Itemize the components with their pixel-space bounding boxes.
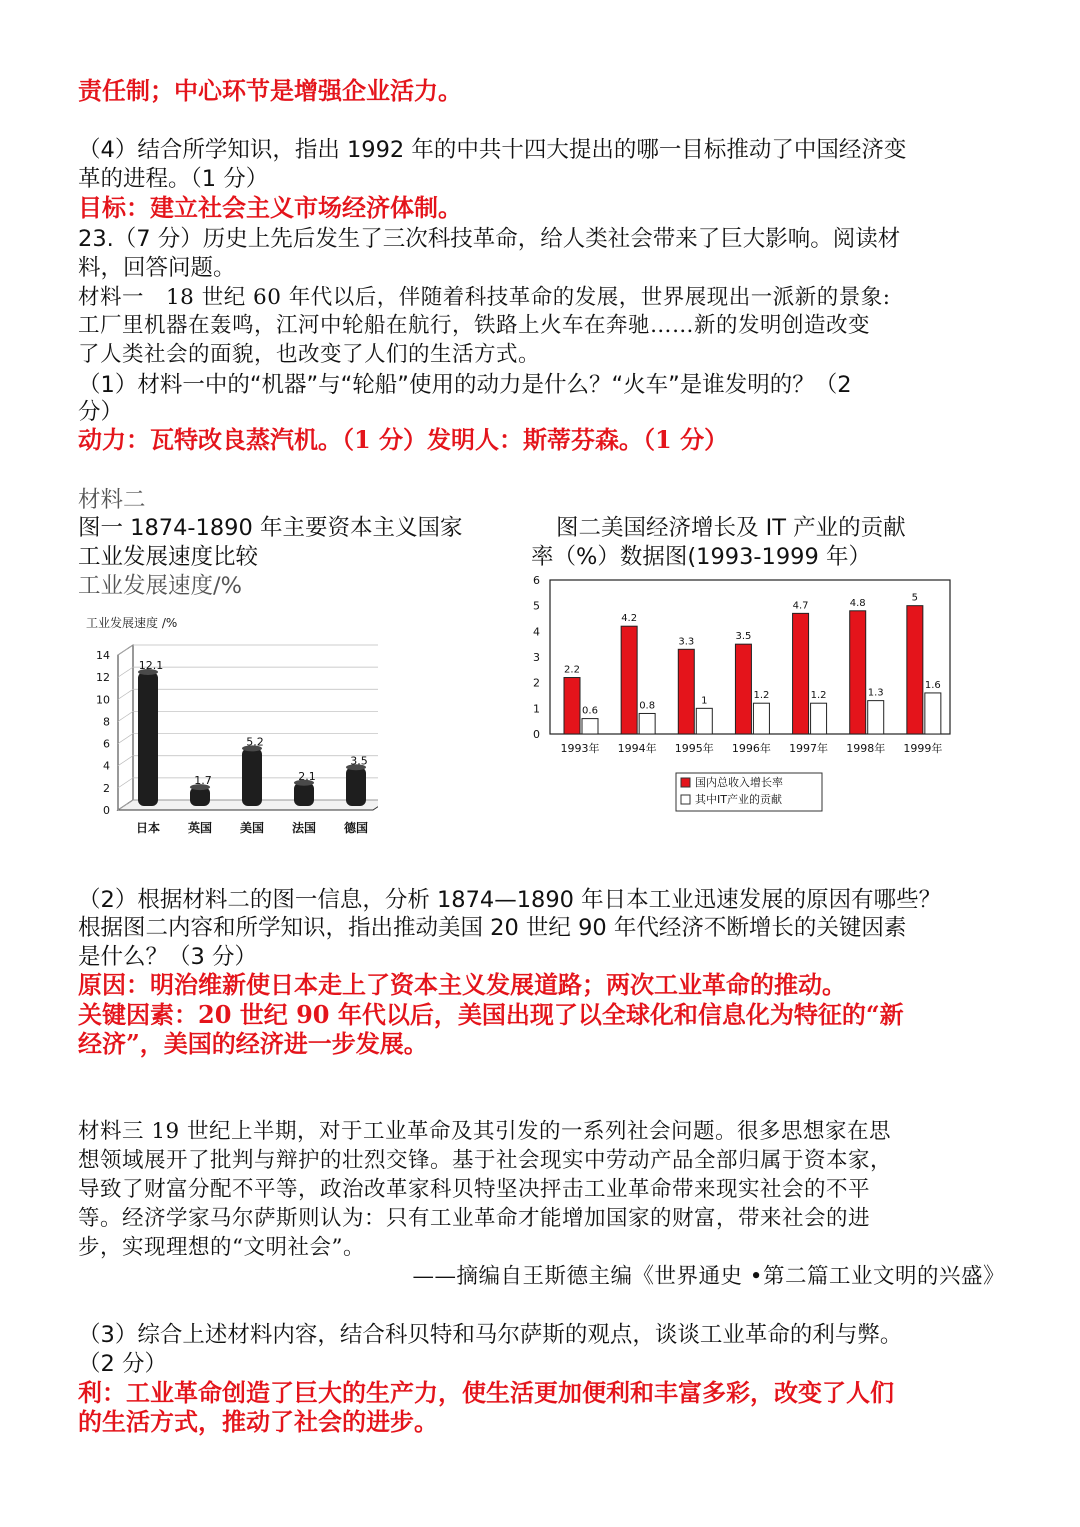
chart1-bar [242, 748, 262, 806]
chart2-ytick: 0 [533, 728, 540, 741]
chart2-value-label: 1 [701, 695, 708, 707]
sub2-answer-2-line-2: 经济”，美国的经济进一步发展。 [78, 1029, 428, 1058]
chart2-legend [676, 773, 822, 811]
material3-line-4: 等。经济学家马尔萨斯则认为：只有工业革命才能增加国家的财富，带来社会的进 [78, 1206, 871, 1231]
us-economy-it-chart [528, 570, 958, 815]
chart1-wall [118, 645, 133, 810]
chart2-ytick: 5 [533, 599, 540, 613]
sub3-answer-line-2: 的生活方式，推动了社会的进步。 [78, 1407, 438, 1436]
chart2-bar-it [696, 708, 712, 734]
material1-line-3: 了人类社会的面貌，也改变了人们的生活方式。 [78, 342, 541, 367]
chart1-ytick: 2 [103, 781, 110, 795]
q23-line-2: 料，回答问题。 [78, 255, 236, 281]
chart1-bar [138, 672, 158, 806]
chart1-ytick: 14 [96, 649, 110, 662]
legend-label-gdp: 国内总收入增长率 [695, 776, 783, 789]
material3-line-3: 导致了财富分配不平等，政治改革家科贝特坚决抨击工业革命带来现实社会的不平 [78, 1177, 871, 1202]
chart1-category-label: 法国 [291, 821, 317, 835]
fig1-title-line-1: 图一 1874-1890 年主要资本主义国家 [78, 515, 463, 541]
chart1-value-label: 1.7 [194, 774, 212, 788]
chart1-title: 工业发展速度 /% [86, 616, 178, 630]
legend-swatch-gdp [681, 778, 690, 787]
q4-line-2: 革的进程。（1 分） [78, 166, 269, 192]
chart1-bar [294, 783, 314, 806]
chart2-category-label: 1996年 [731, 742, 771, 755]
chart2-bar-it [753, 703, 769, 734]
chart1-ytick: 4 [103, 759, 110, 773]
chart1-ytick: 12 [96, 671, 110, 685]
q23-line-1: 23.（7 分）历史上先后发生了三次科技革命，给人类社会带来了巨大影响。阅读材 [78, 226, 901, 252]
answer-top-line: 责任制；中心环节是增强企业活力。 [78, 76, 462, 105]
chart2-value-label: 1.6 [924, 679, 941, 691]
chart2-ytick: 1 [533, 702, 540, 716]
sub1-answer: 动力：瓦特改良蒸汽机。（1 分）发明人：斯蒂芬森。（1 分） [78, 425, 729, 454]
chart1-bar [346, 767, 366, 806]
chart1-category-label: 德国 [343, 821, 369, 835]
material1-line-1: 材料一 18 世纪 60 年代以后，伴随着科技革命的发展，世界展现出一派新的景象: [78, 285, 891, 310]
chart2-bar-gdp [793, 613, 809, 734]
chart2-category-label: 1999年 [903, 742, 943, 755]
chart2-value-label: 0.8 [639, 700, 656, 712]
sub3-line-2: （2 分） [78, 1351, 167, 1377]
chart1-ytick: 8 [103, 715, 110, 729]
chart2-bar-gdp [907, 606, 923, 734]
chart2-value-label: 4.8 [849, 597, 866, 609]
chart2-bar-it [582, 719, 598, 734]
material3-line-1: 材料三 19 世纪上半期，对于工业革命及其引发的一系列社会问题。很多思想家在思 [78, 1119, 892, 1144]
sub2-answer-1: 原因：明治维新使日本走上了资本主义发展道路；两次工业革命的推动。 [78, 970, 846, 999]
sub2-line-2: 根据图二内容和所学知识，指出推动美国 20 世纪 90 年代经济不断增长的关键因素 [78, 915, 907, 941]
chart2-bar-gdp [564, 678, 580, 734]
chart1-ytick: 10 [96, 693, 110, 707]
chart1-ytick: 0 [103, 804, 110, 817]
chart2-category-label: 1997年 [789, 742, 829, 755]
sub2-line-1: （2）根据材料二的图一信息，分析 1874—1890 年日本工业迅速发展的原因有哪些？ [78, 887, 942, 913]
q4-line-1: （4）结合所学知识，指出 1992 年的中共十四大提出的哪一目标推动了中国经济变 [78, 137, 907, 163]
chart2-ytick: 6 [533, 574, 540, 587]
sub1-line-1: （1）材料一中的“机器”与“轮船”使用的动力是什么？“火车”是谁发明的？（2 [78, 372, 852, 398]
fig1-unit-line: 工业发展速度/% [78, 573, 242, 599]
chart2-value-label: 3.3 [678, 636, 695, 648]
sub2-line-3: 是什么？（3 分） [78, 944, 257, 970]
material1-line-2: 工厂里机器在轰鸣，江河中轮船在航行，铁路上火车在奔驰……新的发明创造改变 [78, 313, 871, 338]
material3-line-5: 步，实现理想的“文明社会”。 [78, 1235, 365, 1260]
chart2-bar-gdp [678, 649, 694, 734]
chart2-category-label: 1993年 [560, 742, 600, 755]
chart2-bar-it [639, 713, 655, 734]
q4-answer: 目标：建立社会主义市场经济体制。 [78, 193, 462, 222]
chart1-ytick: 6 [103, 737, 110, 751]
material2-label: 材料二 [78, 487, 146, 513]
chart1-category-label: 日本 [135, 821, 161, 835]
chart1-value-label: 5.2 [246, 735, 264, 749]
chart2-value-label: 1.2 [753, 690, 770, 702]
chart2-value-label: 1.3 [867, 687, 884, 699]
fig2-title-line-2: 率（%）数据图(1993-1999 年） [531, 544, 871, 570]
material3-line-2: 想领域展开了批判与辩护的壮烈交锋。基于社会现实中劳动产品全部归属于资本家， [78, 1148, 893, 1173]
fig1-title-line-2: 工业发展速度比较 [78, 544, 259, 570]
material3-source: ——摘编自王斯德主编《世界通史 •第二篇工业文明的兴盛》 [412, 1264, 1005, 1289]
chart1-category-label: 美国 [239, 821, 265, 835]
chart2-bar-gdp [735, 644, 751, 734]
chart2-value-label: 1.2 [810, 690, 827, 702]
chart2-bar-it [925, 693, 941, 734]
chart2-value-label: 0.6 [582, 705, 598, 717]
sub3-line-1: （3）综合上述材料内容，结合科贝特和马尔萨斯的观点，谈谈工业革命的利与弊。 [78, 1322, 903, 1348]
chart2-bar-gdp [621, 626, 637, 734]
sub3-answer-line-1: 利：工业革命创造了巨大的生产力，使生活更加便利和丰富多彩，改变了人们 [78, 1378, 894, 1407]
chart2-value-label: 5 [911, 592, 919, 604]
legend-swatch-it [681, 795, 690, 804]
chart2-bar-it [868, 701, 884, 734]
chart2-ytick: 2 [533, 676, 540, 690]
chart2-value-label: 4.2 [621, 613, 638, 625]
chart2-category-label: 1995年 [674, 742, 714, 755]
sub2-answer-2-line-1: 关键因素：20 世纪 90 年代以后，美国出现了以全球化和信息化为特征的“新 [78, 1000, 904, 1029]
chart2-value-label: 4.7 [792, 600, 809, 612]
chart2-bar-it [811, 703, 827, 734]
chart2-value-label: 3.5 [735, 631, 752, 643]
chart1-value-label: 2.1 [298, 769, 316, 783]
industrial-growth-chart [78, 605, 378, 845]
legend-label-it: 其中IT产业的贡献 [695, 793, 782, 806]
chart1-value-label: 12.1 [138, 659, 164, 673]
chart2-ytick: 3 [533, 651, 540, 664]
chart2-bar-gdp [850, 611, 866, 734]
chart2-value-label: 2.2 [564, 664, 580, 676]
fig2-title-line-1: 图二美国经济增长及 IT 产业的贡献 [556, 515, 906, 541]
chart2-category-label: 1998年 [846, 742, 886, 755]
chart1-category-label: 英国 [187, 821, 213, 835]
chart2-category-label: 1994年 [617, 742, 657, 755]
chart1-value-label: 3.5 [350, 754, 368, 768]
sub1-line-2: 分） [78, 399, 124, 425]
chart2-ytick: 4 [533, 625, 540, 639]
